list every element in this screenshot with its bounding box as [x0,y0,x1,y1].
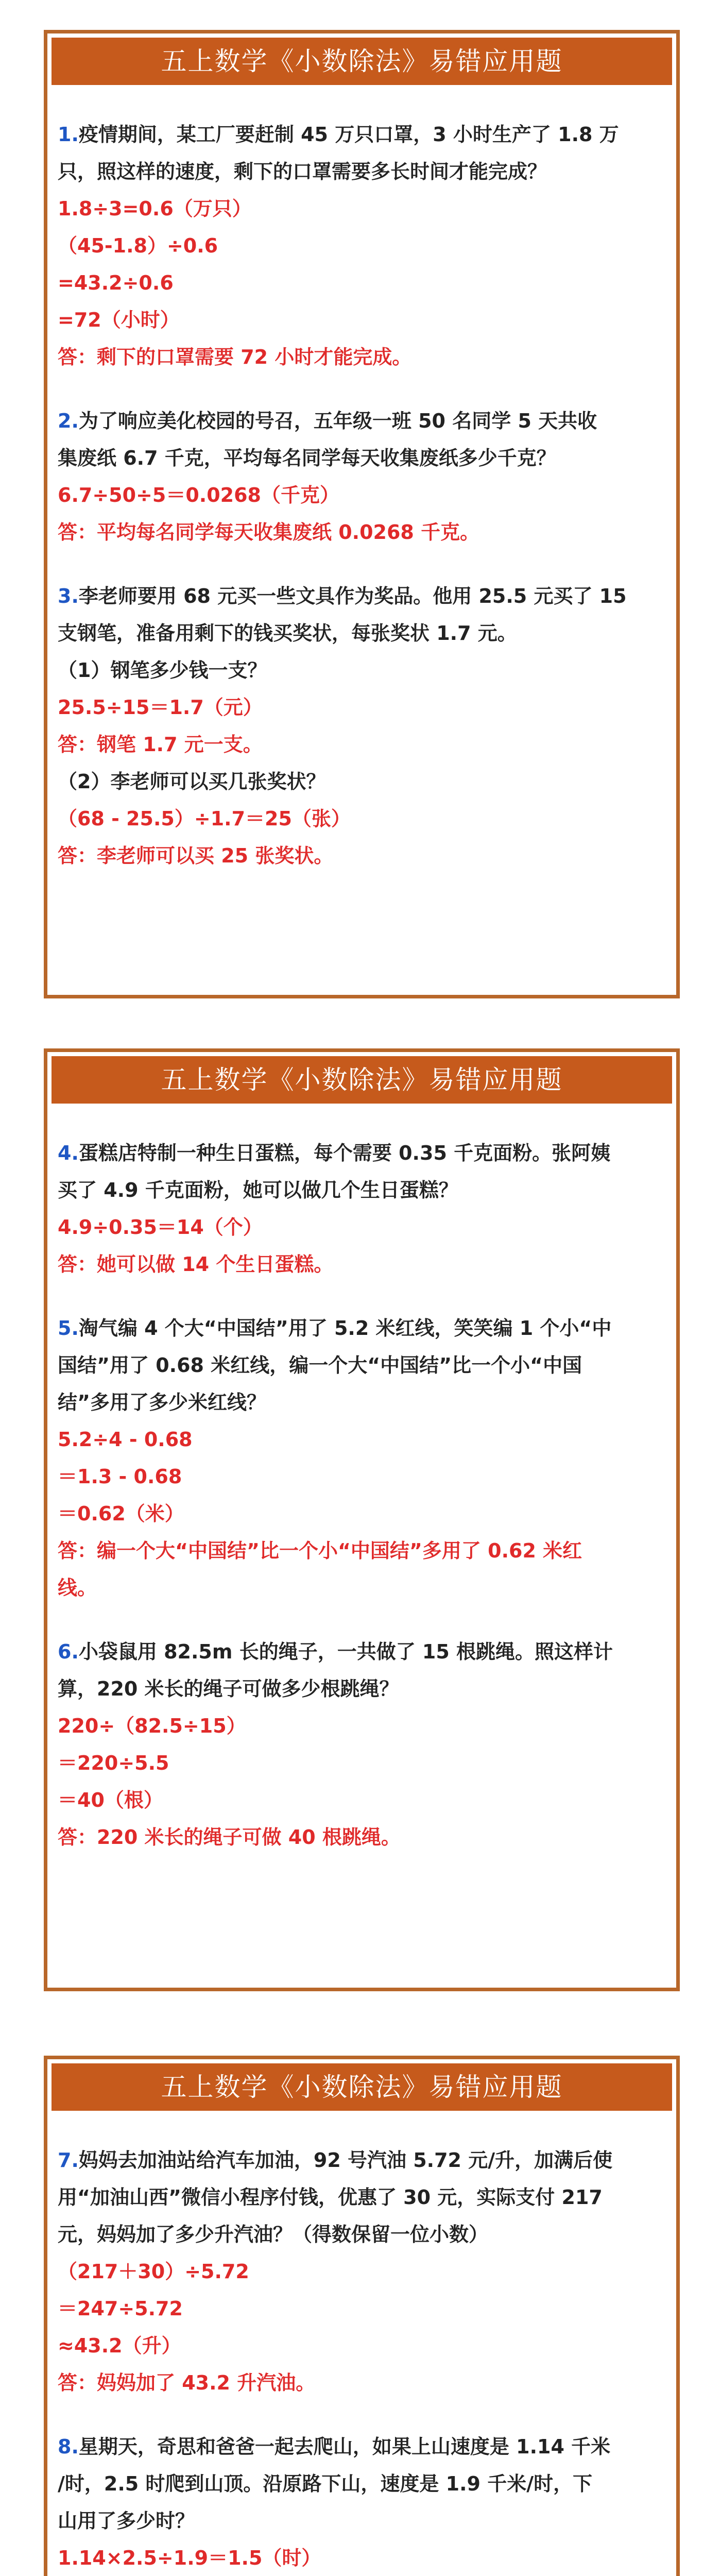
question-text: 星期天，奇思和爸爸一起去爬山，如果上山速度是 1.14 千米 [78,2435,611,2458]
answer-text: 线。 [58,1577,97,1599]
problem-number: 4. [58,1142,79,1164]
problem-number: 7. [58,2149,79,2172]
card-banner: 五上数学《小数除法》易错应用题 [52,2063,672,2111]
problem-4 [58,1134,665,1283]
problem-3 [58,578,665,874]
problem-card-2 [44,1048,680,1991]
question-text: 为了响应美化校园的号召，五年级一班 50 名同学 5 天共收 [78,410,597,432]
answer-text: 答：她可以做 14 个生日蛋糕。 [58,1253,334,1276]
problem-number: 5. [58,1317,79,1340]
solution-step: ＝1.3 - 0.68 [58,1465,182,1488]
question-text: 支钢笔，准备用剩下的钱买奖状，每张奖状 1.7 元。 [58,622,517,645]
problem-8 [58,2428,665,2576]
solution-step: ＝0.62（米） [58,1502,184,1525]
solution-step: 25.5÷15＝1.7（元） [58,696,263,719]
answer-text: 答：编一个大“中国结”比一个小“中国结”多用了 0.62 米红 [58,1539,582,1562]
solution-step: =72（小时） [58,309,180,331]
question-text: 小袋鼠用 82.5m 长的绳子，一共做了 15 根跳绳。照这样计 [78,1640,613,1663]
solution-step: =43.2÷0.6 [58,272,174,294]
question-text: 结”多用了多少米红线？ [58,1391,266,1414]
question-text: 淘气编 4 个大“中国结”用了 5.2 米红线，笑笑编 1 个小“中 [78,1317,612,1340]
answer-text: 答：220 米长的绳子可做 40 根跳绳。 [58,1826,401,1849]
solution-step: 4.9÷0.35＝14（个） [58,1216,263,1239]
question-text: 用“加油山西”微信小程序付钱，优惠了 30 元，实际支付 217 [58,2186,603,2209]
problem-number: 3. [58,585,79,607]
sub-question: （2）李老师可以买几张奖状？ [58,770,326,793]
solution-step: （217＋30）÷5.72 [58,2260,249,2283]
solution-step: ≈43.2（升） [58,2334,181,2357]
answer-text: 答：剩下的口罩需要 72 小时才能完成。 [58,346,412,368]
solution-step: 5.2÷4 - 0.68 [58,1428,193,1451]
problem-5 [58,1310,665,1606]
problem-number: 8. [58,2435,79,2458]
problem-6 [58,1633,665,1856]
question-text: 只，照这样的速度，剩下的口罩需要多长时间才能完成？ [58,160,547,183]
question-text: 算，220 米长的绳子可做多少根跳绳？ [58,1677,399,1700]
question-text: 山用了多少时？ [58,2510,195,2532]
answer-text: 答：平均每名同学每天收集废纸 0.0268 千克。 [58,521,480,544]
solution-step: ＝247÷5.72 [58,2297,183,2320]
solution-step: 1.8÷3=0.6（万只） [58,197,252,220]
question-text: 集废纸 6.7 千克，平均每名同学每天收集废纸多少千克？ [58,447,556,469]
sub-question: （1）钢笔多少钱一支？ [58,659,267,682]
problem-number: 6. [58,1640,79,1663]
card-content [47,2111,676,2576]
solution-step: ＝40（根） [58,1789,163,1811]
card-content [47,85,676,874]
question-text: /时，2.5 时爬到山顶。沿原路下山，速度是 1.9 千米/时，下 [58,2472,593,2495]
answer-text: 答：李老师可以买 25 张奖状。 [58,844,334,867]
answer-text: 答：妈妈加了 43.2 升汽油。 [58,2371,316,2394]
problem-card-3 [44,2056,680,2576]
problem-card-1 [44,30,680,998]
solution-step: 1.14×2.5÷1.9＝1.5（时） [58,2547,321,2569]
problem-1 [58,116,665,376]
answer-text: 答：钢笔 1.7 元一支。 [58,733,263,756]
card-banner: 五上数学《小数除法》易错应用题 [52,38,672,85]
problem-number: 1. [58,123,79,146]
question-text: 蛋糕店特制一种生日蛋糕，每个需要 0.35 千克面粉。张阿姨 [78,1142,611,1164]
solution-step: 220÷（82.5÷15） [58,1715,246,1737]
question-text: 李老师要用 68 元买一些文具作为奖品。他用 25.5 元买了 15 [78,585,627,607]
problem-7 [58,2142,665,2401]
solution-step: （68 - 25.5）÷1.7＝25（张） [58,807,351,830]
question-text: 妈妈去加油站给汽车加油，92 号汽油 5.72 元/升，加满后使 [78,2149,613,2172]
solution-step: （45-1.8）÷0.6 [58,234,218,257]
problem-number: 2. [58,410,79,432]
question-text: 元，妈妈加了多少升汽油？（得数保留一位小数） [58,2223,489,2246]
question-text: 国结”用了 0.68 米红线，编一个大“中国结”比一个小“中国 [58,1354,582,1377]
solution-step: ＝220÷5.5 [58,1752,169,1774]
card-content [47,1104,676,1856]
solution-step: 6.7÷50÷5＝0.0268（千克） [58,484,339,506]
question-text: 疫情期间，某工厂要赶制 45 万只口罩，3 小时生产了 1.8 万 [78,123,619,146]
card-banner: 五上数学《小数除法》易错应用题 [52,1056,672,1104]
problem-2 [58,402,665,551]
question-text: 买了 4.9 千克面粉，她可以做几个生日蛋糕？ [58,1179,458,1201]
